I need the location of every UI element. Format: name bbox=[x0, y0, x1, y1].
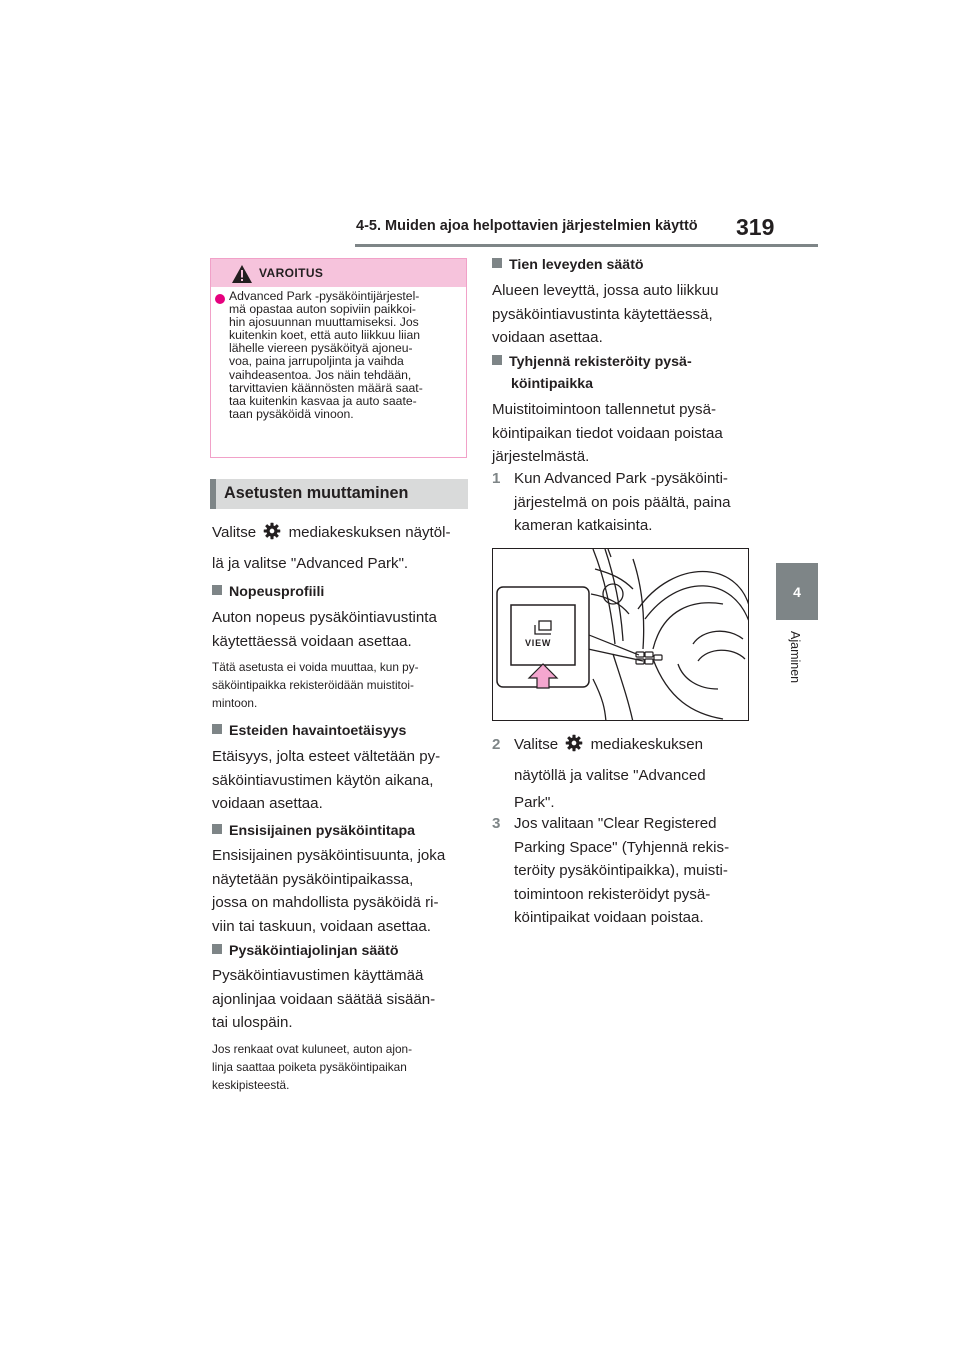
item-heading bbox=[212, 581, 324, 603]
step-text bbox=[514, 733, 703, 757]
warning-text bbox=[229, 290, 465, 421]
warning-line: tarvittavien käännösten määrä saat- bbox=[229, 380, 423, 395]
square-bullet-icon bbox=[492, 258, 502, 268]
item-heading bbox=[492, 254, 644, 276]
note-line: keskipisteestä. bbox=[212, 1078, 290, 1092]
step-line: toimintoon rekisteröidyt pysä- bbox=[514, 885, 711, 903]
body-line: Ensisijainen pysäköintisuunta, joka bbox=[212, 847, 446, 864]
warning-line: mä opastaa auton sopiviin paikkoi- bbox=[229, 302, 416, 317]
view-button-label: VIEW bbox=[525, 638, 552, 648]
step-number: 2 bbox=[492, 736, 501, 753]
step-line: Parking Space" (Tyhjennä rekis- bbox=[514, 838, 730, 856]
step-line: Park". bbox=[514, 794, 555, 811]
body-line: Muistitoimintoon tallennetut pysä- bbox=[492, 401, 717, 418]
intro-line-2: lä ja valitse "Advanced Park". bbox=[212, 555, 409, 572]
step-line: kameran katkaisinta. bbox=[514, 517, 653, 534]
item-heading-text: Tien leveyden säätö bbox=[509, 257, 644, 273]
item-heading-text: Nopeusprofiili bbox=[229, 584, 325, 600]
body-line: käytettäessä voidaan asettaa. bbox=[212, 632, 412, 650]
dashboard-illustration bbox=[492, 548, 749, 721]
warning-line: lähelle viereen pysäköityä ajoneu- bbox=[229, 341, 413, 356]
warning-triangle-icon bbox=[231, 264, 253, 284]
warning-line: taa kuitenkin kasvaa ja auto saate- bbox=[229, 393, 417, 408]
body-line: järjestelmästä. bbox=[492, 448, 590, 465]
note-line: Tätä asetusta ei voida muuttaa, kun py- bbox=[212, 660, 419, 674]
note-line: mintoon. bbox=[212, 696, 258, 710]
item-heading-text: Pysäköintiajolinjan säätö bbox=[229, 943, 399, 959]
chapter-label bbox=[784, 631, 804, 701]
item-body bbox=[212, 844, 445, 938]
intro-text: mediakeskuksen näytöl- bbox=[288, 524, 451, 541]
step-number: 3 bbox=[492, 815, 501, 832]
body-line: pysäköintiavustinta käytettäessä, bbox=[492, 305, 713, 323]
step-line: Jos valitaan "Clear Registered bbox=[514, 815, 717, 832]
running-header: 4-5. Muiden ajoa helpottavien järjestelmien käyttö bbox=[356, 218, 698, 234]
body-line: jossa on mahdollista pysäköidä ri- bbox=[212, 894, 439, 911]
square-bullet-icon bbox=[212, 585, 222, 595]
warning-line: Advanced Park -pysäköintijärjestel- bbox=[229, 289, 420, 303]
step-number: 1 bbox=[492, 470, 501, 487]
note-line: Jos renkaat ovat kuluneet, auton ajon- bbox=[212, 1042, 413, 1056]
step-text-segment: Valitse bbox=[514, 736, 559, 753]
square-bullet-icon bbox=[212, 724, 222, 734]
step-text-segment: mediakeskuksen bbox=[590, 736, 704, 753]
body-line: ajonlinjaa voidaan säätää sisään- bbox=[212, 990, 436, 1008]
step-line: köintipaikat voidaan poistaa. bbox=[514, 909, 704, 926]
page-number: 319 bbox=[736, 214, 775, 240]
item-heading bbox=[492, 351, 692, 373]
body-line: Alueen leveyttä, jossa auto liikkuu bbox=[492, 282, 719, 299]
item-heading-continued: köintipaikka bbox=[511, 376, 594, 392]
warning-line: kuitenkin koet, että auto liikkuu liian bbox=[229, 328, 421, 343]
section-heading-bar bbox=[210, 479, 216, 509]
warning-line: hin ajosuunnan muuttamiseksi. Jos bbox=[229, 315, 419, 330]
warning-line: voa, paina jarrupoljinta ja vaihda bbox=[229, 354, 404, 369]
item-body bbox=[492, 398, 723, 469]
item-heading-text: Ensisijainen pysäköintitapa bbox=[229, 823, 416, 839]
gear-icon bbox=[565, 734, 583, 752]
step-line: järjestelmä on pois päältä, paina bbox=[514, 493, 731, 511]
item-heading bbox=[212, 720, 406, 742]
step-text bbox=[514, 467, 730, 538]
body-line: voidaan asettaa. bbox=[492, 329, 603, 346]
item-heading bbox=[212, 820, 415, 842]
gear-icon bbox=[263, 522, 281, 540]
item-body bbox=[212, 745, 440, 816]
step-line: näytöllä ja valitse "Advanced bbox=[514, 767, 706, 784]
body-line: voidaan asettaa. bbox=[212, 795, 323, 812]
item-heading bbox=[212, 940, 399, 962]
note-line: säköintipaikka rekisteröidään muistitoi- bbox=[212, 678, 414, 692]
item-body bbox=[212, 606, 437, 653]
steering-wheel-illustration bbox=[493, 549, 749, 721]
intro-line-1 bbox=[212, 521, 451, 545]
chapter-name: Ajaminen bbox=[788, 631, 802, 684]
body-line: näytetään pysäköintipaikassa, bbox=[212, 870, 414, 888]
warning-box bbox=[210, 258, 467, 458]
square-bullet-icon bbox=[212, 944, 222, 954]
item-note bbox=[212, 1040, 412, 1094]
body-line: Auton nopeus pysäköintiavustinta bbox=[212, 609, 437, 626]
step-text bbox=[514, 812, 729, 930]
warning-header bbox=[211, 259, 466, 287]
item-heading-text: Esteiden havaintoetäisyys bbox=[229, 723, 407, 739]
body-line: Pysäköintiavustimen käyttämää bbox=[212, 967, 424, 984]
square-bullet-icon bbox=[212, 824, 222, 834]
section-heading-text: Asetusten muuttaminen bbox=[224, 484, 409, 502]
body-line: säköintiavustimen käytön aikana, bbox=[212, 771, 434, 789]
intro-text: Valitse bbox=[212, 524, 257, 541]
item-body bbox=[212, 964, 435, 1035]
section-heading bbox=[210, 479, 468, 509]
warning-bullet-icon bbox=[215, 294, 225, 304]
warning-line: vaihdeasentoa. Jos näin tehdään, bbox=[229, 367, 412, 382]
item-note bbox=[212, 658, 419, 712]
square-bullet-icon bbox=[492, 355, 502, 365]
body-line: köintipaikan tiedot voidaan poistaa bbox=[492, 424, 723, 442]
body-line: viin tai taskuun, voidaan asettaa. bbox=[212, 917, 431, 935]
chapter-tab[interactable]: 4 bbox=[776, 563, 818, 620]
note-line: linja saattaa poiketa pysäköintipaikan bbox=[212, 1060, 407, 1074]
header-rule bbox=[355, 244, 818, 247]
item-body bbox=[492, 279, 719, 350]
step-line: teröity pysäköintipaikka), muisti- bbox=[514, 862, 728, 879]
step-text bbox=[514, 762, 706, 816]
warning-title: VAROITUS bbox=[259, 266, 324, 280]
step-line: Kun Advanced Park -pysäköinti- bbox=[514, 470, 728, 487]
body-line: Etäisyys, jolta esteet vältetään py- bbox=[212, 748, 441, 765]
warning-line: taan pysäköidä vinoon. bbox=[229, 406, 354, 421]
body-line: tai ulospäin. bbox=[212, 1014, 293, 1031]
item-heading-text: Tyhjennä rekisteröity pysä- bbox=[509, 354, 692, 370]
